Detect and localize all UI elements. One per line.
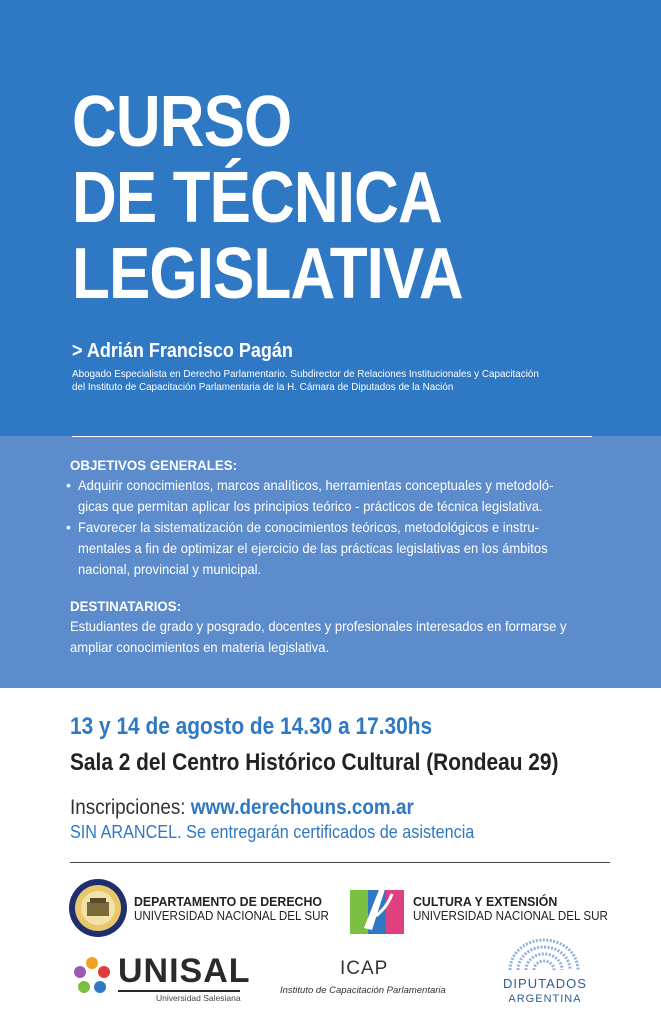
speaker-desc-line-2: del Instituto de Capacitación Parlamentaria de la H. Cámara de Diputados de la Nación [72,381,454,393]
unisal-underline [118,990,240,992]
event-date: 13 y 14 de agosto de 14.30 a 17.30hs [70,713,433,740]
title-line-1: CURSO [72,82,292,162]
audience-line-1: Estudiantes de grado y posgrado, docentes y profesionales interesados en formarse y [70,618,567,634]
audience-text [70,616,604,658]
bullet: • [66,477,71,493]
diputados-subtitle: ARGENTINA [508,993,582,1005]
cult-line-2: UNIVERSIDAD NACIONAL DEL SUR [413,909,608,923]
speaker-name: > Adrián Francisco Pagán [72,340,293,362]
diputados-hemicycle-icon [506,938,582,972]
unisal-logo-mark [70,954,114,998]
objective-item [66,517,626,580]
objective-2-line-1: Favorecer la sistematización de conocimientos teóricos, metodológicos e instru- [78,519,539,535]
registration-link[interactable]: www.derechouns.com.ar [190,796,414,819]
speaker-desc-line-1: Abogado Especialista en Derecho Parlamentario. Subdirector de Relaciones Institucionales y Capacitación [72,368,539,380]
uns-seal-logo [68,878,128,938]
objectives-list [66,475,626,580]
registration [70,796,414,820]
cult-line-1: CULTURA Y EXTENSIÓN [413,894,558,909]
objectives-heading: OBJETIVOS GENERALES: [70,457,238,473]
footer-divider [70,862,610,863]
objective-1-line-2: gicas que permitan aplicar los principios teórico - prácticos de técnica legislativa. [78,498,543,514]
icap-name: ICAP [340,958,389,979]
course-title [72,84,526,312]
panel-divider [72,436,592,437]
dept-law-label [134,894,344,923]
objective-2-line-2: mentales a fin de optimizar el ejercicio de las prácticas legislativas en los ámbitos [78,540,548,556]
speaker-description [72,368,632,394]
event-venue: Sala 2 del Centro Histórico Cultural (Rondeau 29) [70,749,559,776]
objective-item [66,475,626,517]
culture-extension-logo [348,876,408,936]
objective-2-line-3: nacional, provincial y municipal. [78,561,262,577]
dept-line-2: UNIVERSIDAD NACIONAL DEL SUR [134,909,329,923]
audience-line-2: ampliar conocimientos en materia legislativa. [70,639,330,655]
title-line-2: DE TÉCNICA [72,158,442,238]
diputados-name: DIPUTADOS [503,976,587,991]
registration-label: Inscripciones: [70,796,186,819]
unisal-subtitle: Universidad Salesiana [156,993,241,1003]
title-line-3: LEGISLATIVA [72,234,463,314]
icap-subtitle: Instituto de Capacitación Parlamentaria [280,985,446,996]
audience-heading: DESTINATARIOS: [70,598,182,614]
objective-1-line-1: Adquirir conocimientos, marcos analíticos, herramientas conceptuales y metodoló- [78,477,554,493]
bullet: • [66,519,71,535]
dept-line-1: DEPARTAMENTO DE DERECHO [134,894,323,909]
unisal-name: UNISAL [118,952,251,990]
fee-note: SIN ARANCEL. Se entregarán certificados de asistencia [70,822,475,842]
culture-extension-label [413,894,623,923]
